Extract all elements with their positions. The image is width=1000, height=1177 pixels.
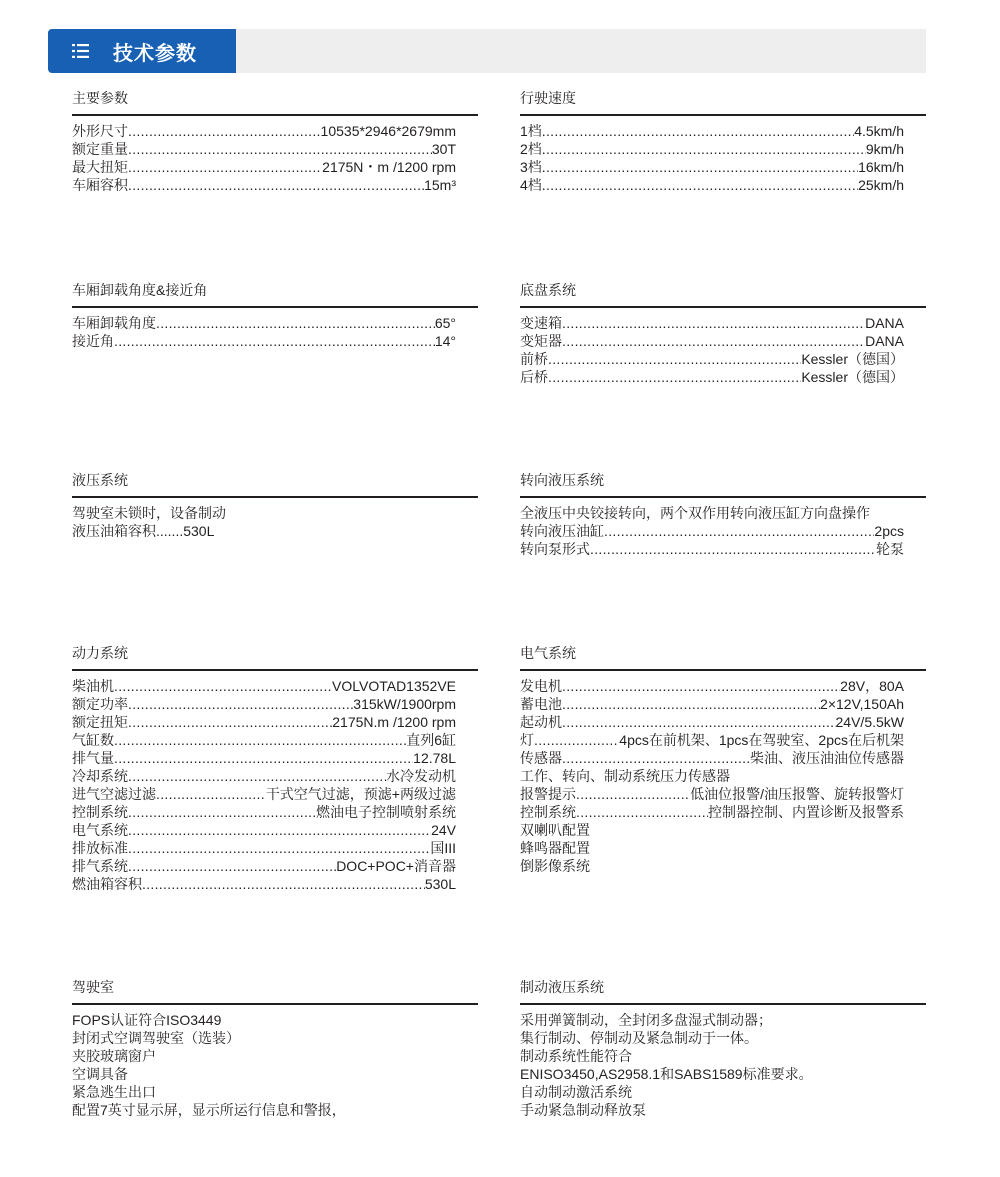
leader-dots bbox=[576, 785, 690, 803]
spec-label: 传感器 bbox=[520, 750, 562, 766]
spec-row bbox=[520, 368, 904, 386]
spec-row bbox=[72, 158, 456, 176]
section-divider bbox=[72, 1003, 478, 1005]
spec-label: 前桥 bbox=[520, 351, 548, 367]
spec-list bbox=[72, 122, 456, 194]
section-main-params bbox=[72, 89, 478, 194]
spec-value: DANA bbox=[865, 333, 904, 349]
section-divider bbox=[520, 669, 926, 671]
spec-list bbox=[520, 1011, 904, 1119]
spec-value: 15m³ bbox=[424, 177, 456, 193]
spec-label: 1档 bbox=[520, 123, 542, 139]
leader-dots bbox=[128, 140, 432, 158]
spec-value: Kessler（德国） bbox=[801, 351, 904, 367]
spec-value: 530L bbox=[424, 876, 456, 892]
spec-label: 车厢卸载角度 bbox=[72, 315, 156, 331]
spec-row bbox=[72, 677, 456, 695]
header-band bbox=[236, 29, 926, 73]
leader-dots bbox=[128, 821, 431, 839]
spec-row bbox=[520, 332, 904, 350]
leader-dots bbox=[142, 875, 425, 893]
spec-label: 气缸数 bbox=[72, 732, 114, 748]
spec-row bbox=[72, 122, 456, 140]
leader-dots bbox=[128, 176, 424, 194]
section-steering-hydraulic bbox=[520, 471, 926, 558]
spec-value: 燃油电子控制喷射系统 bbox=[316, 804, 456, 820]
section-divider bbox=[72, 306, 478, 308]
section-divider bbox=[520, 306, 926, 308]
spec-value: 2175N・m /1200 rpm bbox=[322, 159, 456, 175]
spec-value: 水冷发动机 bbox=[386, 768, 456, 784]
spec-row bbox=[72, 803, 456, 821]
spec-list bbox=[520, 314, 904, 386]
leader-dots bbox=[128, 767, 386, 785]
spec-line: 驾驶室未锁时，设备制动 bbox=[72, 505, 226, 521]
spec-row bbox=[72, 314, 456, 332]
section-hydraulic bbox=[72, 471, 478, 540]
spec-value: 干式空气过滤，预滤+两级过滤 bbox=[265, 786, 456, 802]
spec-line: 封闭式空调驾驶室（选装） bbox=[72, 1030, 240, 1046]
spec-row bbox=[520, 713, 904, 731]
spec-value: 65° bbox=[434, 315, 456, 331]
spec-label: 额定重量 bbox=[72, 141, 128, 157]
spec-list bbox=[520, 504, 904, 558]
leader-dots bbox=[128, 857, 336, 875]
spec-line: 蜂鸣器配置 bbox=[520, 840, 590, 856]
leader-dots bbox=[128, 803, 316, 821]
spec-line: ENISO3450,AS2958.1和SABS1589标准要求。 bbox=[520, 1066, 813, 1082]
section-brake-hydraulic bbox=[520, 978, 926, 1119]
spec-label: 排放标准 bbox=[72, 840, 128, 856]
section-title: 车厢卸载角度&接近角 bbox=[72, 282, 208, 298]
spec-row bbox=[72, 767, 456, 785]
spec-list bbox=[72, 314, 456, 350]
spec-line: 双喇叭配置 bbox=[520, 822, 590, 838]
spec-value: 315kW/1900rpm bbox=[353, 696, 456, 712]
section-title: 转向液压系统 bbox=[520, 472, 604, 488]
section-divider bbox=[72, 114, 478, 116]
spec-value: 控制器控制、内置诊断及报警系 bbox=[708, 804, 904, 820]
spec-list bbox=[72, 677, 456, 893]
spec-value: 10535*2946*2679mm bbox=[320, 123, 456, 139]
spec-row bbox=[520, 176, 904, 194]
spec-value: 9km/h bbox=[865, 141, 904, 157]
section-title: 行驶速度 bbox=[520, 90, 576, 106]
section-cab bbox=[72, 978, 478, 1119]
spec-value: 直列6缸 bbox=[406, 732, 456, 748]
spec-value: 25km/h bbox=[858, 177, 904, 193]
spec-row bbox=[72, 713, 456, 731]
section-title: 驾驶室 bbox=[72, 979, 114, 995]
spec-label: 转向液压油缸 bbox=[520, 523, 604, 539]
spec-row bbox=[520, 314, 904, 332]
spec-value: 14° bbox=[434, 333, 456, 349]
spec-row bbox=[520, 540, 904, 558]
spec-label: 燃油箱容积 bbox=[72, 876, 142, 892]
spec-label: 排气量 bbox=[72, 750, 114, 766]
spec-label: 接近角 bbox=[72, 333, 114, 349]
spec-line: 夹胶玻璃窗户 bbox=[72, 1048, 156, 1064]
spec-value: 低油位报警/油压报警、旋转报警灯 bbox=[690, 786, 904, 802]
spec-label: 车厢容积 bbox=[72, 177, 128, 193]
spec-row bbox=[520, 140, 904, 158]
leader-dots bbox=[562, 749, 750, 767]
spec-label: 发电机 bbox=[520, 678, 562, 694]
spec-row bbox=[520, 785, 904, 803]
spec-line: 手动紧急制动释放泵 bbox=[520, 1102, 646, 1118]
spec-row bbox=[520, 731, 904, 749]
section-title: 电气系统 bbox=[520, 645, 576, 661]
spec-list bbox=[520, 677, 904, 875]
spec-value: 24V bbox=[431, 822, 456, 838]
spec-list bbox=[72, 504, 456, 540]
spec-value: 2×12V,150Ah bbox=[820, 696, 904, 712]
spec-value: DOC+POC+消音器 bbox=[336, 858, 456, 874]
leader-dots bbox=[114, 731, 406, 749]
section-title: 液压系统 bbox=[72, 472, 128, 488]
spec-value: 国III bbox=[430, 840, 456, 856]
leader-dots bbox=[114, 677, 332, 695]
leader-dots bbox=[542, 140, 866, 158]
spec-row bbox=[72, 731, 456, 749]
spec-row bbox=[520, 803, 904, 821]
spec-line: 液压油箱容积.......530L bbox=[72, 523, 215, 539]
spec-row bbox=[72, 785, 456, 803]
spec-value: 28V，80A bbox=[840, 678, 904, 694]
spec-value: 柴油、液压油油位传感器 bbox=[750, 750, 904, 766]
section-divider bbox=[72, 669, 478, 671]
spec-label: 最大扭矩 bbox=[72, 159, 128, 175]
section-title: 底盘系统 bbox=[520, 282, 576, 298]
spec-value: 12.78L bbox=[413, 750, 456, 766]
leader-dots bbox=[562, 713, 836, 731]
spec-row bbox=[520, 350, 904, 368]
section-header-tab bbox=[48, 29, 236, 73]
spec-row bbox=[72, 140, 456, 158]
leader-dots bbox=[156, 785, 266, 803]
spec-line: 配置7英寸显示屏，显示所运行信息和警报， bbox=[72, 1102, 346, 1118]
spec-line: 全液压中央铰接转向，两个双作用转向液压缸方向盘操作 bbox=[520, 505, 870, 521]
spec-value: VOLVOTAD1352VE bbox=[332, 678, 456, 694]
section-electrical bbox=[520, 644, 926, 875]
list-menu-icon bbox=[72, 44, 89, 58]
spec-line: FOPS认证符合ISO3449 bbox=[72, 1012, 222, 1028]
spec-label: 灯 bbox=[520, 732, 534, 748]
spec-label: 冷却系统 bbox=[72, 768, 128, 784]
spec-label: 后桥 bbox=[520, 369, 548, 385]
spec-row bbox=[72, 875, 456, 893]
section-title: 动力系统 bbox=[72, 645, 128, 661]
section-chassis bbox=[520, 281, 926, 386]
spec-row bbox=[520, 522, 904, 540]
spec-value: 轮泵 bbox=[876, 541, 904, 557]
leader-dots bbox=[128, 713, 332, 731]
section-dump-angle bbox=[72, 281, 478, 350]
leader-dots bbox=[562, 677, 840, 695]
leader-dots bbox=[548, 368, 801, 386]
spec-label: 变矩器 bbox=[520, 333, 562, 349]
spec-value: 30T bbox=[431, 141, 456, 157]
leader-dots bbox=[542, 122, 854, 140]
spec-label: 4档 bbox=[520, 177, 542, 193]
spec-label: 进气空滤过滤 bbox=[72, 786, 156, 802]
leader-dots bbox=[114, 332, 435, 350]
section-travel-speed bbox=[520, 89, 926, 194]
spec-row bbox=[520, 122, 904, 140]
page-title: 技术参数 bbox=[113, 42, 197, 65]
spec-label: 外形尺寸 bbox=[72, 123, 128, 139]
spec-line: 制动系统性能符合 bbox=[520, 1048, 632, 1064]
spec-line: 集行制动、停制动及紧急制动于一体。 bbox=[520, 1030, 758, 1046]
spec-line: 倒影像系统 bbox=[520, 858, 590, 874]
spec-line: 紧急逃生出口 bbox=[72, 1084, 156, 1100]
spec-row bbox=[72, 749, 456, 767]
leader-dots bbox=[548, 350, 801, 368]
section-title: 制动液压系统 bbox=[520, 979, 604, 995]
spec-label: 额定功率 bbox=[72, 696, 128, 712]
spec-label: 变速箱 bbox=[520, 315, 562, 331]
spec-row bbox=[72, 695, 456, 713]
spec-value: Kessler（德国） bbox=[801, 369, 904, 385]
spec-row bbox=[72, 857, 456, 875]
section-divider bbox=[520, 1003, 926, 1005]
spec-row bbox=[72, 839, 456, 857]
leader-dots bbox=[128, 122, 321, 140]
spec-label: 电气系统 bbox=[72, 822, 128, 838]
spec-value: DANA bbox=[865, 315, 904, 331]
spec-label: 起动机 bbox=[520, 714, 562, 730]
spec-row bbox=[520, 677, 904, 695]
spec-label: 控制系统 bbox=[72, 804, 128, 820]
spec-value: 2pcs bbox=[874, 523, 904, 539]
leader-dots bbox=[128, 158, 322, 176]
section-divider bbox=[520, 496, 926, 498]
leader-dots bbox=[604, 522, 874, 540]
spec-label: 排气系统 bbox=[72, 858, 128, 874]
spec-list bbox=[520, 122, 904, 194]
spec-label: 2档 bbox=[520, 141, 542, 157]
spec-line: 自动制动激活系统 bbox=[520, 1084, 632, 1100]
spec-label: 报警提示 bbox=[520, 786, 576, 802]
spec-value: 4pcs在前机架、1pcs在驾驶室、2pcs在后机架 bbox=[619, 732, 904, 748]
spec-value: 2175N.m /1200 rpm bbox=[332, 714, 456, 730]
spec-row bbox=[72, 821, 456, 839]
leader-dots bbox=[128, 695, 353, 713]
leader-dots bbox=[534, 731, 619, 749]
spec-label: 柴油机 bbox=[72, 678, 114, 694]
spec-row bbox=[520, 749, 904, 767]
spec-line: 采用弹簧制动，全封闭多盘湿式制动器； bbox=[520, 1012, 772, 1028]
spec-list bbox=[72, 1011, 456, 1119]
section-divider bbox=[520, 114, 926, 116]
spec-line: 空调具备 bbox=[72, 1066, 128, 1082]
spec-row bbox=[72, 332, 456, 350]
spec-label: 控制系统 bbox=[520, 804, 576, 820]
leader-dots bbox=[542, 158, 858, 176]
spec-row bbox=[72, 176, 456, 194]
leader-dots bbox=[542, 176, 858, 194]
section-title: 主要参数 bbox=[72, 90, 128, 106]
spec-label: 蓄电池 bbox=[520, 696, 562, 712]
leader-dots bbox=[156, 314, 435, 332]
spec-value: 4.5km/h bbox=[854, 123, 904, 139]
spec-label: 额定扭矩 bbox=[72, 714, 128, 730]
leader-dots bbox=[562, 332, 865, 350]
spec-line: 工作、转向、制动系统压力传感器 bbox=[520, 768, 730, 784]
spec-value: 16km/h bbox=[858, 159, 904, 175]
spec-row bbox=[520, 158, 904, 176]
leader-dots bbox=[114, 749, 413, 767]
leader-dots bbox=[128, 839, 430, 857]
leader-dots bbox=[590, 540, 876, 558]
leader-dots bbox=[562, 314, 865, 332]
spec-value: 24V/5.5kW bbox=[835, 714, 904, 730]
spec-label: 转向泵形式 bbox=[520, 541, 590, 557]
spec-label: 3档 bbox=[520, 159, 542, 175]
leader-dots bbox=[576, 803, 708, 821]
section-divider bbox=[72, 496, 478, 498]
spec-row bbox=[520, 695, 904, 713]
section-power bbox=[72, 644, 478, 893]
leader-dots bbox=[562, 695, 820, 713]
